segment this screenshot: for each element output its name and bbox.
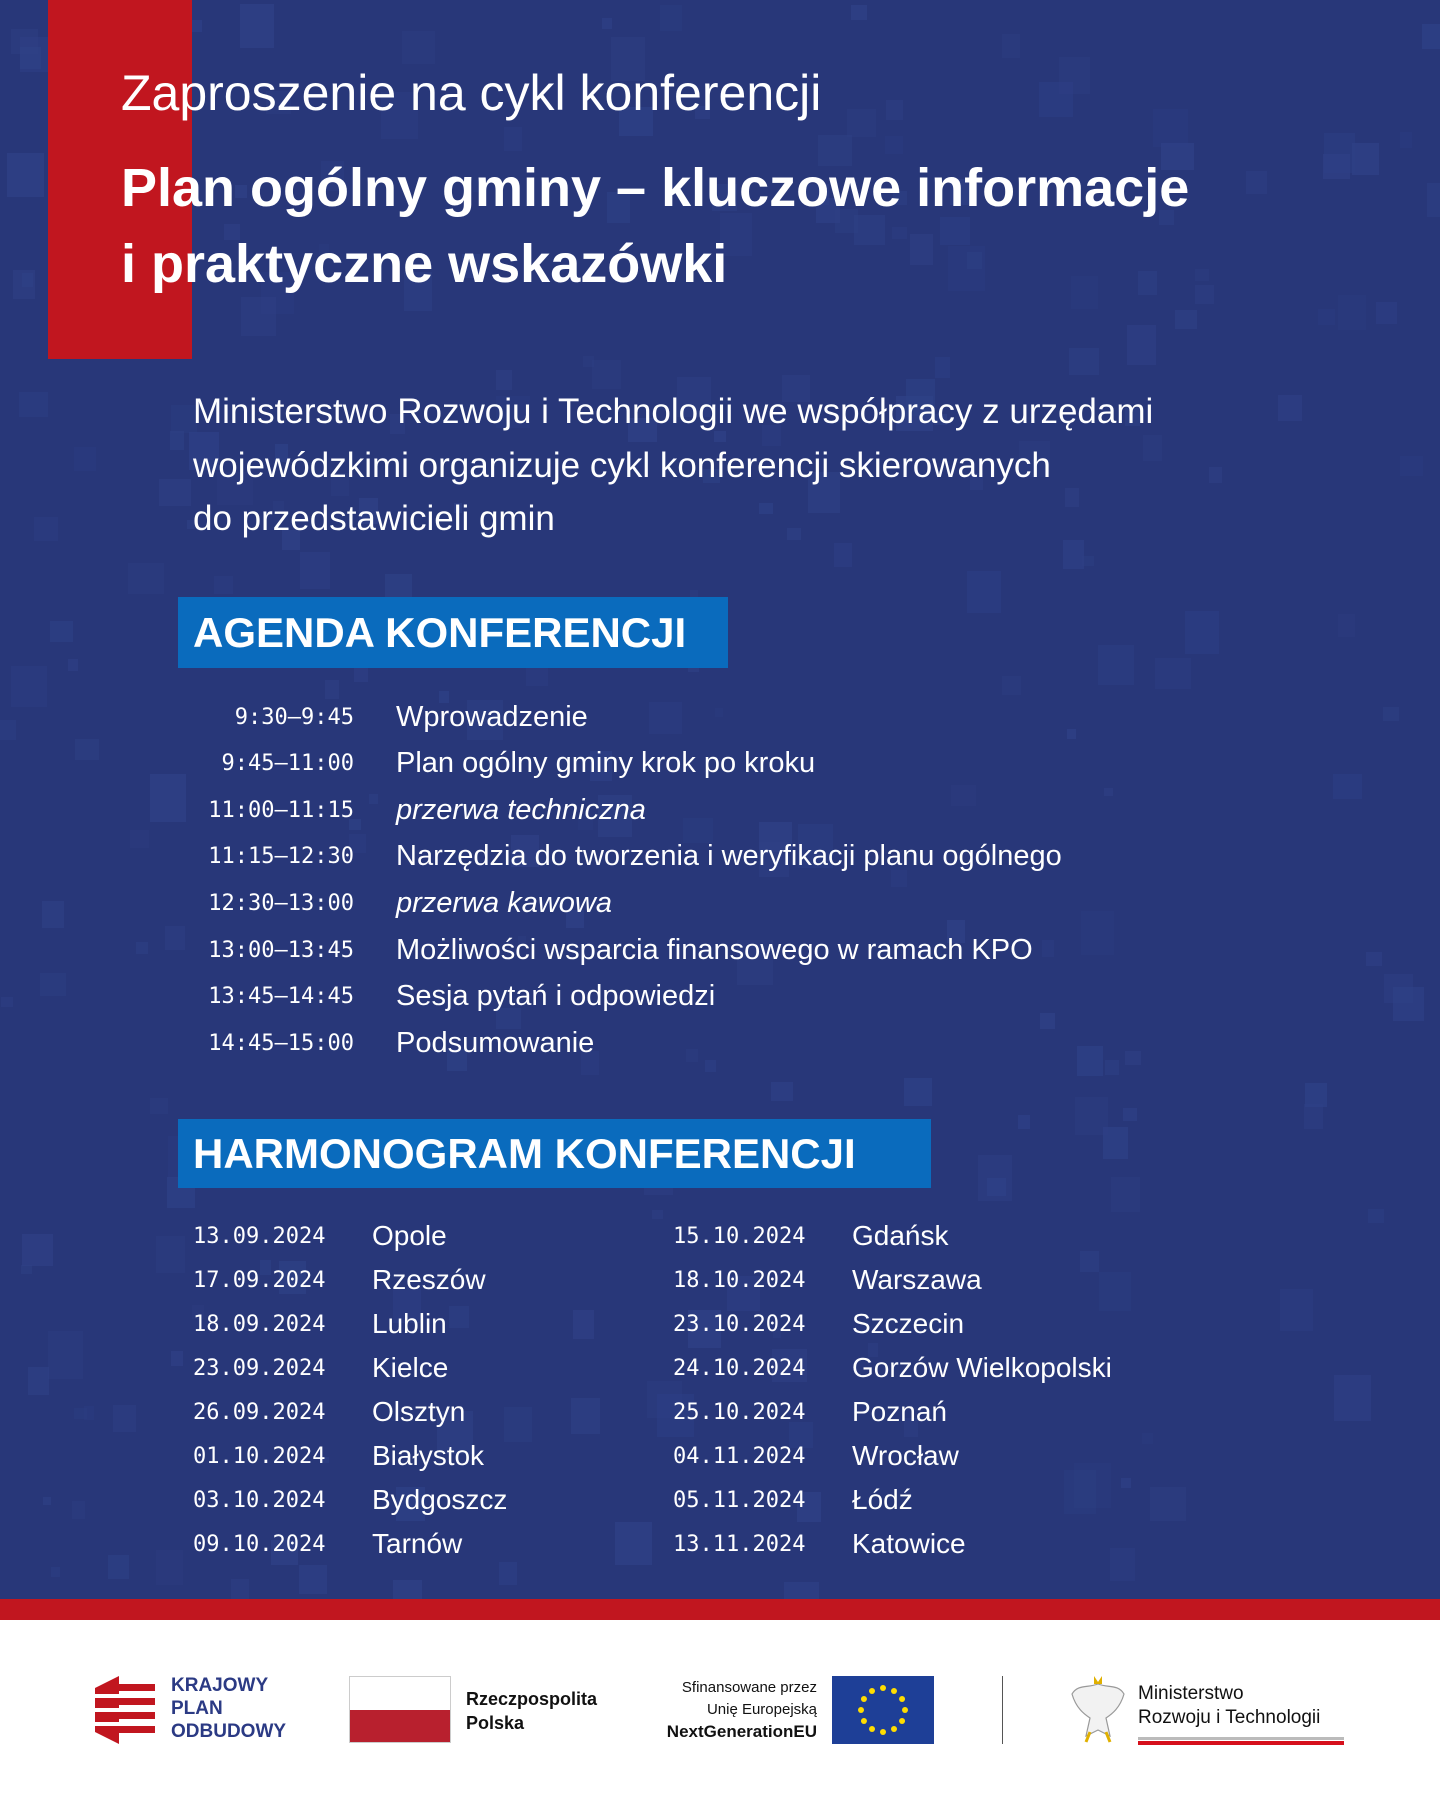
schedule-city: Lublin <box>372 1308 447 1339</box>
agenda-row <box>0 787 646 833</box>
bg-square <box>978 1155 1012 1201</box>
bg-square <box>886 100 903 120</box>
schedule-date: 23.09.2024 <box>193 1355 326 1381</box>
bg-square <box>1123 1108 1137 1121</box>
schedule-date: 13.09.2024 <box>193 1223 326 1249</box>
bg-square <box>499 1562 517 1585</box>
schedule-row <box>193 1390 465 1434</box>
bg-square <box>935 357 950 378</box>
bg-square <box>1018 1115 1030 1129</box>
mrit-red-line <box>1138 1741 1344 1745</box>
bg-square <box>1077 1046 1103 1076</box>
bg-square <box>705 1060 716 1072</box>
schedule-date: 03.10.2024 <box>193 1487 326 1513</box>
bg-square <box>1195 285 1214 304</box>
bg-square <box>13 270 35 299</box>
bg-square <box>1067 729 1076 739</box>
bg-square <box>84 1406 94 1420</box>
agenda-item: Podsumowanie <box>396 1026 595 1059</box>
schedule-date: 25.10.2024 <box>673 1399 806 1425</box>
bg-square <box>19 392 48 417</box>
bg-square <box>1121 1478 1131 1488</box>
intro-line: do przedstawicieli gmin <box>193 499 555 538</box>
schedule-row <box>193 1478 507 1522</box>
bg-square <box>1155 658 1191 689</box>
bg-square <box>851 5 867 20</box>
intro-line: wojewódzkimi organizuje cykl konferencji skierowanych <box>193 445 1051 485</box>
bg-square <box>1002 676 1021 695</box>
bg-square <box>1142 1433 1153 1444</box>
eu-star-icon <box>861 1696 867 1702</box>
bg-square <box>1175 310 1197 329</box>
schedule-date: 13.11.2024 <box>673 1531 806 1557</box>
schedule-date: 26.09.2024 <box>193 1399 326 1425</box>
schedule-row <box>673 1346 1112 1390</box>
bg-square <box>1195 269 1209 281</box>
polish-flag-icon <box>349 1676 451 1743</box>
bg-square <box>51 1567 60 1577</box>
intro-line: Ministerstwo Rozwoju i Technologii we współpracy z urzędami <box>193 392 1154 431</box>
rp-text: Rzeczpospolita <box>466 1689 598 1709</box>
agenda-row <box>0 927 1033 973</box>
mrit-logo-text <box>1138 1682 1320 1730</box>
bg-square <box>571 1398 600 1434</box>
agenda-row <box>0 880 612 926</box>
schedule-row <box>673 1434 959 1478</box>
bg-square <box>240 4 274 48</box>
schedule-city: Rzeszów <box>372 1264 486 1295</box>
eu-star-icon <box>858 1707 864 1713</box>
agenda-time: 9:45–11:00 <box>221 751 354 777</box>
bg-square <box>1040 1013 1055 1029</box>
bg-square <box>1352 143 1379 175</box>
agenda-time: 11:15–12:30 <box>208 844 354 870</box>
bg-square <box>715 708 723 717</box>
agenda-time: 9:30–9:45 <box>234 704 354 730</box>
bg-square <box>660 5 682 31</box>
bg-square <box>847 109 876 137</box>
schedule-city: Białystok <box>372 1440 485 1471</box>
schedule-heading: HARMONOGRAM KONFERENCJI <box>178 1119 931 1188</box>
bg-square <box>20 47 41 69</box>
bg-square <box>150 1098 168 1114</box>
schedule-date: 18.10.2024 <box>673 1267 806 1293</box>
bg-square <box>1081 911 1114 955</box>
schedule-city: Tarnów <box>372 1528 463 1559</box>
schedule-row <box>193 1522 462 1566</box>
agenda-item: Sesja pytań i odpowiedzi <box>396 980 716 1013</box>
title-line: Plan ogólny gminy – kluczowe informacje <box>121 158 1190 218</box>
schedule-date: 24.10.2024 <box>673 1355 806 1381</box>
schedule-row <box>193 1214 447 1258</box>
bg-square <box>1333 774 1362 799</box>
bg-square <box>1099 1272 1131 1311</box>
agenda-item: Możliwości wsparcia finansowego w ramach KPO <box>396 933 1033 966</box>
agenda-item: przerwa kawowa <box>396 886 612 919</box>
bg-square <box>1393 987 1424 1021</box>
bg-square <box>504 1407 532 1442</box>
schedule-row <box>673 1302 964 1346</box>
bg-square <box>1400 132 1412 148</box>
bg-square <box>28 1367 49 1395</box>
bg-square <box>1366 952 1382 966</box>
bg-square <box>1002 34 1020 58</box>
bg-square <box>967 571 1001 613</box>
schedule-date: 01.10.2024 <box>193 1443 326 1469</box>
bg-square <box>1082 556 1094 566</box>
bg-square <box>171 1351 183 1366</box>
bg-square <box>156 1236 185 1273</box>
eu-star-icon <box>891 1726 897 1732</box>
kpo-text: KRAJOWY <box>171 1675 269 1696</box>
bg-square <box>1246 171 1267 194</box>
invitation-subtitle: Zaproszenie na cykl konferencji <box>121 65 822 121</box>
bg-square <box>649 702 682 734</box>
eu-star-icon <box>880 1729 886 1735</box>
agenda-time: 12:30–13:00 <box>208 890 354 916</box>
eu-star-icon <box>869 1688 875 1694</box>
bg-square <box>1104 788 1113 796</box>
eu-flag-icon <box>832 1676 934 1744</box>
bg-square <box>170 431 184 450</box>
schedule-row <box>673 1258 982 1302</box>
kpo-text: PLAN <box>171 1698 223 1719</box>
schedule-date: 09.10.2024 <box>193 1531 326 1557</box>
bg-square <box>1280 1289 1313 1331</box>
bg-square <box>1069 348 1099 375</box>
bg-square <box>771 1082 793 1101</box>
kpo-logo-text <box>171 1674 286 1743</box>
bg-square <box>72 1501 85 1519</box>
schedule-city: Olsztyn <box>372 1396 466 1427</box>
bg-square <box>1074 1463 1111 1508</box>
bg-square <box>1103 1127 1128 1159</box>
bg-square <box>402 31 435 64</box>
agenda-item: Wprowadzenie <box>396 700 588 733</box>
bg-square <box>192 20 202 32</box>
eu-star-icon <box>861 1718 867 1724</box>
schedule-city: Poznań <box>852 1396 947 1427</box>
mrit-text: Ministerstwo <box>1138 1683 1244 1704</box>
bg-square <box>7 153 44 197</box>
bg-square <box>299 1565 327 1594</box>
bg-square <box>48 1331 83 1379</box>
page-title <box>121 150 1189 302</box>
bg-square <box>834 543 852 567</box>
bg-square <box>1338 614 1355 637</box>
agenda-row <box>0 1020 594 1066</box>
bg-square <box>573 1310 594 1339</box>
agenda-item: Plan ogólny gminy krok po kroku <box>396 747 816 780</box>
agenda-row <box>0 741 815 787</box>
bg-square <box>385 574 412 597</box>
agenda-row <box>0 974 715 1020</box>
agenda-row <box>0 694 588 740</box>
bg-square <box>1376 302 1397 324</box>
schedule-row <box>673 1214 949 1258</box>
mrit-grey-line <box>1138 1737 1344 1740</box>
bg-square <box>128 563 164 594</box>
bg-square <box>214 576 233 594</box>
agenda-heading: AGENDA KONFERENCJI <box>178 597 728 668</box>
bg-square <box>784 1582 819 1599</box>
schedule-city: Opole <box>372 1220 447 1251</box>
bg-square <box>50 621 73 642</box>
bg-square <box>1080 1251 1099 1272</box>
eu-text: Sfinansowane przez <box>681 1679 817 1696</box>
bg-square <box>1111 1177 1140 1212</box>
agenda-time: 11:00–11:15 <box>208 797 354 823</box>
schedule-city: Katowice <box>852 1528 966 1559</box>
bg-square <box>504 127 522 151</box>
bg-square <box>354 668 368 682</box>
bg-square <box>1125 1051 1141 1065</box>
bg-square <box>1150 1487 1186 1521</box>
kpo-text: ODBUDOWY <box>171 1721 287 1742</box>
agenda-time: 13:45–14:45 <box>208 984 354 1010</box>
schedule-city: Łódź <box>852 1484 913 1515</box>
bg-square <box>1338 295 1366 330</box>
bg-square <box>74 447 96 471</box>
bg-square <box>1422 24 1440 49</box>
agenda-row <box>0 834 1062 880</box>
bg-square <box>1304 1104 1323 1129</box>
bg-square <box>1153 109 1188 147</box>
bg-square <box>113 1405 136 1432</box>
eu-funding-text <box>617 1677 817 1743</box>
schedule-date: 04.11.2024 <box>673 1443 806 1469</box>
bg-square <box>1400 456 1423 476</box>
eu-star-icon <box>869 1726 875 1732</box>
bg-square <box>1098 645 1134 685</box>
bg-square <box>393 1580 422 1599</box>
bg-square <box>1105 1060 1119 1075</box>
eu-star-icon <box>891 1688 897 1694</box>
schedule-date: 18.09.2024 <box>193 1311 326 1337</box>
bg-square <box>1059 57 1090 94</box>
eu-star-icon <box>899 1696 905 1702</box>
bg-square <box>1427 183 1440 217</box>
bg-square <box>1334 1375 1371 1421</box>
bg-square <box>1127 325 1156 365</box>
bg-square <box>1185 611 1219 654</box>
eu-text: Unię Europejską <box>706 1701 817 1718</box>
schedule-row <box>193 1346 448 1390</box>
bg-square <box>602 18 612 29</box>
agenda-item: przerwa techniczna <box>396 793 646 826</box>
divider <box>1002 1676 1003 1744</box>
bg-square <box>34 517 58 541</box>
eu-star-icon <box>902 1707 908 1713</box>
schedule-row <box>673 1390 947 1434</box>
bg-square <box>68 659 78 671</box>
schedule-row <box>673 1478 913 1522</box>
title-line: i praktyczne wskazówki <box>121 234 728 294</box>
schedule-city: Warszawa <box>852 1264 982 1295</box>
bg-square <box>1209 467 1222 483</box>
bg-square <box>951 785 976 806</box>
schedule-date: 05.11.2024 <box>673 1487 806 1513</box>
schedule-city: Bydgoszcz <box>372 1484 508 1515</box>
schedule-row <box>193 1258 486 1302</box>
eu-text: NextGenerationEU <box>666 1722 817 1741</box>
red-stripe <box>0 1599 1440 1620</box>
bg-square <box>615 1522 652 1565</box>
bg-square <box>1278 395 1302 421</box>
bg-square <box>1110 1548 1135 1581</box>
schedule-city: Gdańsk <box>852 1220 949 1251</box>
bg-square <box>231 1579 249 1599</box>
agenda-item: Narzędzia do tworzenia i weryfikacji planu ogólnego <box>396 840 1062 873</box>
schedule-city: Gorzów Wielkopolski <box>852 1352 1112 1383</box>
schedule-row <box>193 1434 484 1478</box>
bg-square <box>300 552 330 589</box>
bg-square <box>904 1078 932 1106</box>
agenda-time: 13:00–13:45 <box>208 937 354 963</box>
schedule-city: Kielce <box>372 1352 449 1383</box>
bg-square <box>156 1550 183 1585</box>
schedule-date: 17.09.2024 <box>193 1267 326 1293</box>
bg-square <box>22 1234 53 1266</box>
bg-square <box>159 479 191 506</box>
schedule-row <box>673 1522 966 1566</box>
rp-logo-text <box>466 1687 597 1735</box>
agenda-time: 14:45–15:00 <box>208 1030 354 1056</box>
eu-star-icon <box>880 1685 886 1691</box>
schedule-city: Szczecin <box>852 1308 965 1339</box>
schedule-date: 15.10.2024 <box>673 1223 806 1249</box>
polish-eagle-emblem-icon <box>1068 1674 1128 1744</box>
bg-square <box>652 1210 663 1219</box>
intro-paragraph <box>193 385 1153 546</box>
bg-square <box>686 1049 698 1062</box>
kpo-logo-icon <box>95 1676 157 1744</box>
bg-square <box>1383 707 1399 721</box>
schedule-date: 23.10.2024 <box>673 1311 806 1337</box>
rp-text: Polska <box>466 1713 525 1733</box>
bg-square <box>43 1497 51 1505</box>
schedule-city: Wrocław <box>852 1440 959 1471</box>
bg-square <box>1324 133 1355 173</box>
bg-square <box>1368 1209 1384 1223</box>
bg-square <box>108 1555 129 1579</box>
bg-square <box>526 667 548 686</box>
bg-square <box>1318 309 1335 325</box>
mrit-text: Rozwoju i Technologii <box>1138 1707 1321 1728</box>
bg-square <box>449 1306 469 1328</box>
bg-square <box>1042 940 1054 957</box>
eu-star-icon <box>899 1718 905 1724</box>
schedule-row <box>193 1302 447 1346</box>
